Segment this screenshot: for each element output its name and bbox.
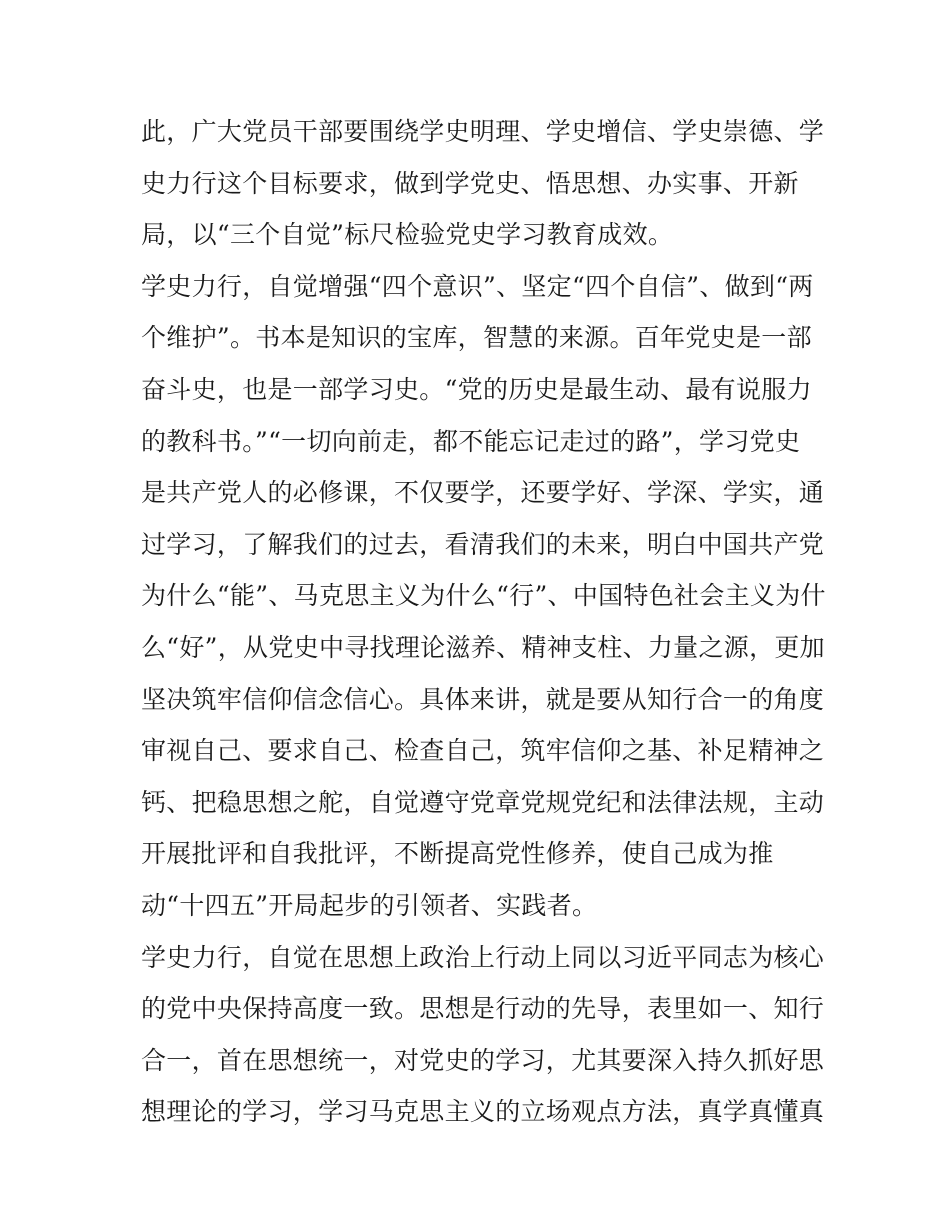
text-line: 此，广大党员干部要围绕学史明理、学史增信、学史崇德、学: [141, 117, 825, 146]
text-line: 的教科书。”“一切向前走，都不能忘记走过的路”，学习党史: [141, 426, 801, 456]
body-text: [141, 106, 826, 1138]
text-line: 审视自己、要求自己、检查自己，筑牢信仰之基、补足精神之: [141, 736, 825, 766]
text-line: 么“好”，从党史中寻找理论滋养、精神支柱、力量之源，更加: [141, 632, 825, 662]
text-line: 钙、把稳思想之舵，自觉遵守党章党规党纪和法律法规，主动: [141, 787, 825, 817]
text-line: 想理论的学习，学习马克思主义的立场观点方法，真学真懂真: [141, 1097, 825, 1127]
text-line: 坚决筑牢信仰信念信心。具体来讲，就是要从知行合一的角度: [141, 684, 825, 714]
text-line: 奋斗史，也是一部学习史。“党的历史是最生动、最有说服力: [141, 374, 812, 404]
text-line: 局，以“三个自觉”标尺检验党史学习教育成效。: [141, 220, 674, 250]
text-line: 过学习，了解我们的过去，看清我们的未来，明白中国共产党: [141, 529, 825, 559]
text-line: 史力行这个目标要求，做到学党史、悟思想、办实事、开新: [141, 168, 799, 198]
text-line: 是共产党人的必修课，不仅要学，还要学好、学深、学实，通: [141, 478, 825, 508]
text-line: 学史力行，自觉在思想上政治上行动上同以习近平同志为核心: [141, 942, 825, 972]
text-line: 为什么“能”、马克思主义为什么“行”、中国特色社会主义为什: [141, 581, 826, 611]
text-line: 合一，首在思想统一，对党史的学习，尤其要深入持久抓好思: [141, 1045, 825, 1075]
text-line: 学史力行，自觉增强“四个意识”、坚定“四个自信”、做到“两: [141, 271, 814, 301]
text-line: 动“十四五”开局起步的引领者、实践者。: [141, 890, 598, 920]
text-line: 开展批评和自我批评，不断提高党性修养，使自己成为推: [141, 839, 774, 869]
text-line: 的党中央保持高度一致。思想是行动的先导，表里如一、知行: [141, 994, 825, 1024]
text-line: 个维护”。书本是知识的宝库，智慧的来源。百年党史是一部: [141, 323, 812, 353]
